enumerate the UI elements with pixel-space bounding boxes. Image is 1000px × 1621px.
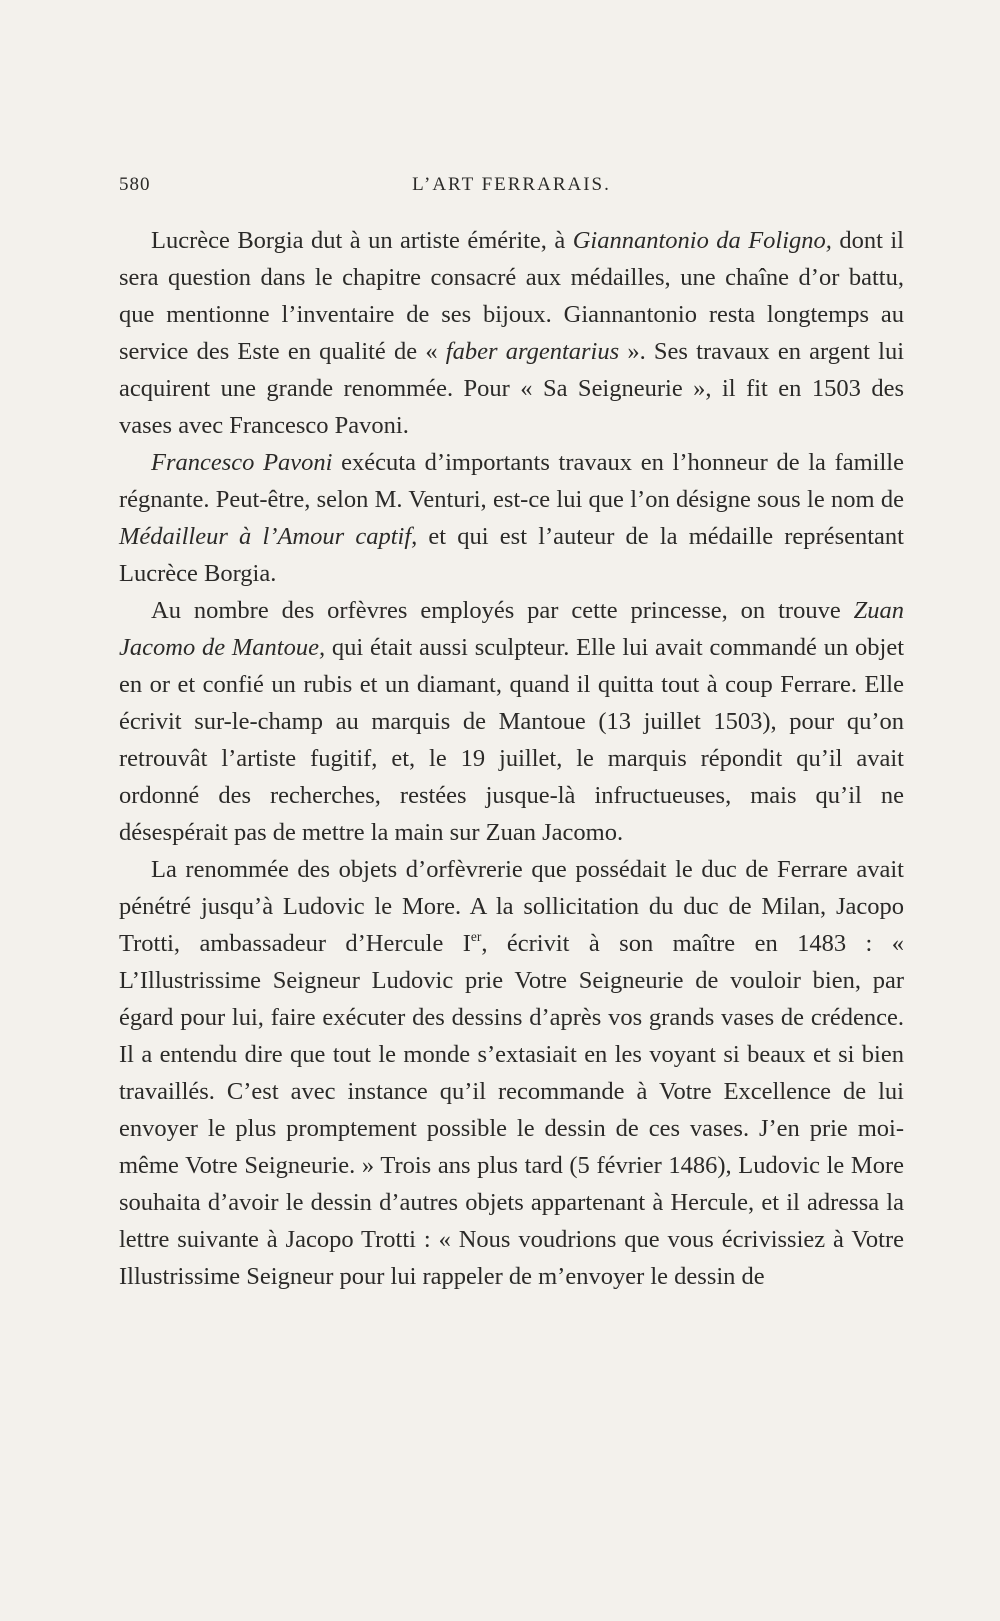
italic-name-zuan-jacomo: Zuan Jacomo de Mantoue,: [119, 597, 904, 661]
body-text: [119, 222, 904, 1295]
text-run: La renommée des objets d’orfèvrerie que possédait le duc de Ferrare avait pénétré jusqu’à Ludovic le More. A la sollicitation du duc de Milan, Jacopo Trotti, ambassadeur d’Hercule I: [119, 856, 904, 957]
superscript-er: er: [470, 928, 482, 944]
italic-term-faber-argentarius: faber argentarius: [445, 338, 620, 365]
text-run: Lucrèce Borgia dut à un artiste émérite, à: [151, 227, 573, 254]
paragraph-giannantonio: [119, 222, 904, 444]
text-run: qui était aussi sculpteur. Elle lui avait commandé un objet en or et confié un rubis et un diamant, quand il quitta tout à coup Ferrare. Elle écrivit sur-le-champ au marquis de Mantoue (13 juillet 1503), pour qu’on retrouvât l’artiste fugitif, et, le 19 juillet, le marquis répondit qu’il avait ordonné des recherches, restées jusque-là infructueuses, mais qu’il ne désespérait pas de mettre la main sur Zuan Jacomo.: [119, 634, 905, 846]
text-run: et qui est l’auteur de la médaille représentant Lucrèce Borgia.: [119, 523, 904, 587]
paragraph-pavoni: [119, 444, 904, 592]
paragraph-ludovic: [119, 851, 904, 1295]
text-run: Au nombre des orfèvres employés par cette princesse, on trouve: [151, 597, 854, 624]
italic-name-giannantonio: Giannantonio da Foligno,: [572, 227, 832, 254]
text-run: dont il sera question dans le chapitre consacré aux médailles, une chaîne d’or battu, que mentionne l’inventaire de ses bijoux. Giannantonio resta longtemps au service des Este en qualité de «: [119, 227, 904, 365]
page-number: 580: [119, 174, 151, 195]
italic-name-pavoni: Francesco Pavoni: [151, 449, 333, 476]
italic-title-medailleur: Médailleur à l’Amour captif,: [119, 523, 418, 550]
text-run: , écrivit à son maître en 1483 : « L’Illustrissime Seigneur Ludovic prie Votre Seigneurie de vouloir bien, par égard pour lui, faire exécuter des dessins d’après vos grands vases de crédence. Il a entendu dire que tout le monde s’extasiait en les voyant si beaux et si bien travaillés. C’est avec instance qu’il recommande à Votre Excellence de lui envoyer le plus promptement possible le dessin de ces vases. J’en prie moi-même Votre Seigneurie. » Trois ans plus tard (5 février 1486), Ludovic le More souhaita d’avoir le dessin d’autres objets appartenant à Hercule, et il adressa la lettre suivante à Jacopo Trotti : « Nous voudrions que vous écrivissiez à Votre Illustrissime Seigneur pour lui rappeler de m’envoyer le dessin de: [119, 930, 904, 1290]
running-title: L’ART FERRARAIS.: [412, 174, 611, 195]
text-run: exécuta d’importants travaux en l’honneur de la famille régnante. Peut-être, selon M. Venturi, est-ce lui que l’on désigne sous le nom de: [119, 449, 904, 513]
running-head: [119, 174, 904, 204]
text-run: ». Ses travaux en argent lui acquirent une grande renommée. Pour « Sa Seigneurie », il fit en 1503 des vases avec Francesco Pavoni.: [119, 338, 904, 439]
paragraph-zuan-jacomo: [119, 592, 904, 851]
